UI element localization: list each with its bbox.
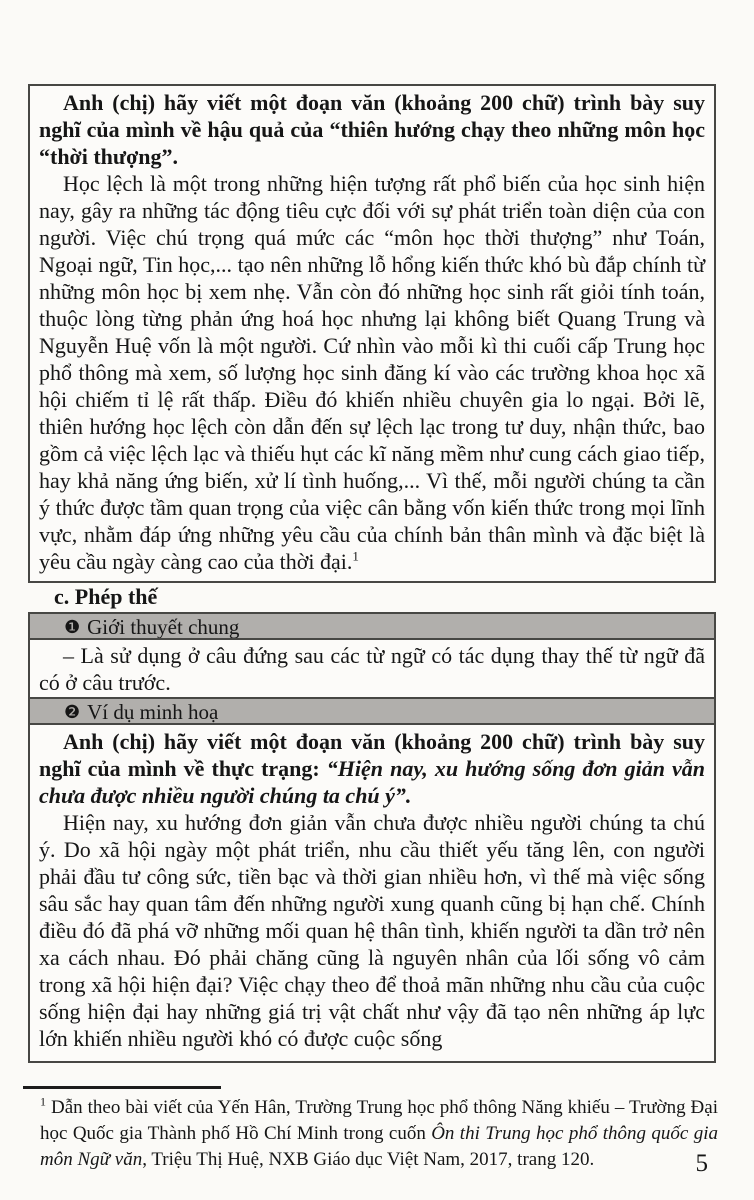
banner-gioi-thuyet-chung xyxy=(30,612,714,640)
page-number: 5 xyxy=(695,1150,708,1177)
footnote xyxy=(40,1095,718,1173)
banner-title-vi-du-minh-hoa: Ví dụ minh hoạ xyxy=(87,700,219,724)
exercise-2-prompt-quote: “Hiện nay, xu hướng sống đơn giản vẫn chưa được nhiều người chúng ta chú ý”. xyxy=(39,756,705,808)
footnote-separator xyxy=(23,1086,221,1089)
banner-vi-du-minh-hoa xyxy=(30,697,714,725)
exercise-2-prompt-lead: Anh (chị) hãy viết một đoạn văn (khoảng 200 chữ) trình bày suy nghĩ của mình về thực trạng: xyxy=(39,729,705,781)
footnote-reference-mark: 1 xyxy=(352,548,359,564)
footnote-book-title: Ôn thi Trung học phổ thông quốc gia môn Ngữ văn xyxy=(40,1123,718,1170)
exercise-1-paragraph xyxy=(39,170,705,575)
exercise-2-prompt xyxy=(39,728,705,809)
exercise-2-body-text: Hiện nay, xu hướng đơn giản vẫn chưa được nhiều người chúng ta chú ý. Do xã hội ngày một phát triển, nhu cầu thiết yếu tăng lên, con người phải đầu tư công sức, tiền bạc và thời gian nhiều hơn, vì thế mà việc sống sâu sắc hay quan tâm đến những người xung quanh cũng bị hạn chế. Chính điều đó đã phá vỡ những mối quan hệ thân tình, khiến người ta dần trở nên xa cách nhau. Đó phải chăng cũng là nguyên nhân của lối sống vô cảm trong xã hội hiện đại? Việc chạy theo để thoả mãn những nhu cầu của cuộc sống hiện đại hay những giá trị vật chất như vậy đã tạo nên những áp lực lớn khiến nhiều người khó có được cuộc sống xyxy=(39,810,705,1051)
gioi-thuyet-chung-content xyxy=(30,640,714,697)
footnote-text-before: Dẫn theo bài viết của Yến Hân, Trường Trung học phổ thông Năng khiếu – Trường Đại học Quốc gia Thành phố Hồ Chí Minh trong cuốn xyxy=(40,1097,718,1144)
definition-text: – Là sử dụng ở câu đứng sau các từ ngữ có tác dụng thay thế từ ngữ đã có ở câu trước. xyxy=(39,643,705,695)
exercise-box-2 xyxy=(30,725,714,1063)
section-heading-phep-the: c. Phép thế xyxy=(54,584,158,609)
exercise-1-body-text: Học lệch là một trong những hiện tượng rất phổ biến của học sinh hiện nay, gây ra những tác động tiêu cực đối với sự phát triển toàn diện của con người. Việc chú trọng quá mức các “môn học thời thượng” như Toán, Ngoại ngữ, Tin học,... tạo nên những lỗ hổng kiến thức khó bù đắp chính từ những môn học bị xem nhẹ. Vẫn còn đó những học sinh rất giỏi tính toán, thuộc lòng từng phản ứng hoá học nhưng lại không biết Quang Trung và Nguyễn Huệ vốn là một người. Cứ nhìn vào mỗi kì thi cuối cấp Trung học phổ thông mà xem, số lượng học sinh đăng kí vào các trường khoa học xã hội chiếm tỉ lệ rất thấp. Điều đó khiến nhiều chuyên gia lo ngại. Bởi lẽ, thiên hướng học lệch còn dẫn đến sự lệch lạc trong tư duy, nhận thức, bao gồm cả việc lệch lạc và thiếu hụt các kĩ năng mềm như cung cách giao tiếp, hay khả năng ứng biến, xử lí tình huống,... Vì thế, mỗi người chúng ta cần ý thức được tầm quan trọng của việc cân bằng vốn kiến thức trong mọi lĩnh vực, nhằm đáp ứng những yêu cầu của chính bản thân mình và đặc biệt là yêu cầu ngày càng cao của thời đại. xyxy=(39,171,705,574)
circled-number-1-icon: ❶ xyxy=(64,617,81,638)
footnote-text-after: , Triệu Thị Huệ, NXB Giáo dục Việt Nam, 2017, trang 120. xyxy=(142,1149,595,1170)
phep-the-section xyxy=(28,612,716,1063)
exercise-1-prompt: Anh (chị) hãy viết một đoạn văn (khoảng 200 chữ) trình bày suy nghĩ của mình về hậu quả của “thiên hướng chạy theo những môn học “thời thượng”. xyxy=(39,90,705,169)
banner-title-gioi-thuyet-chung: Giới thuyết chung xyxy=(87,615,240,639)
footnote-number: 1 xyxy=(40,1094,46,1109)
circled-number-2-icon: ❷ xyxy=(64,702,81,723)
exercise-box-1 xyxy=(28,84,716,583)
